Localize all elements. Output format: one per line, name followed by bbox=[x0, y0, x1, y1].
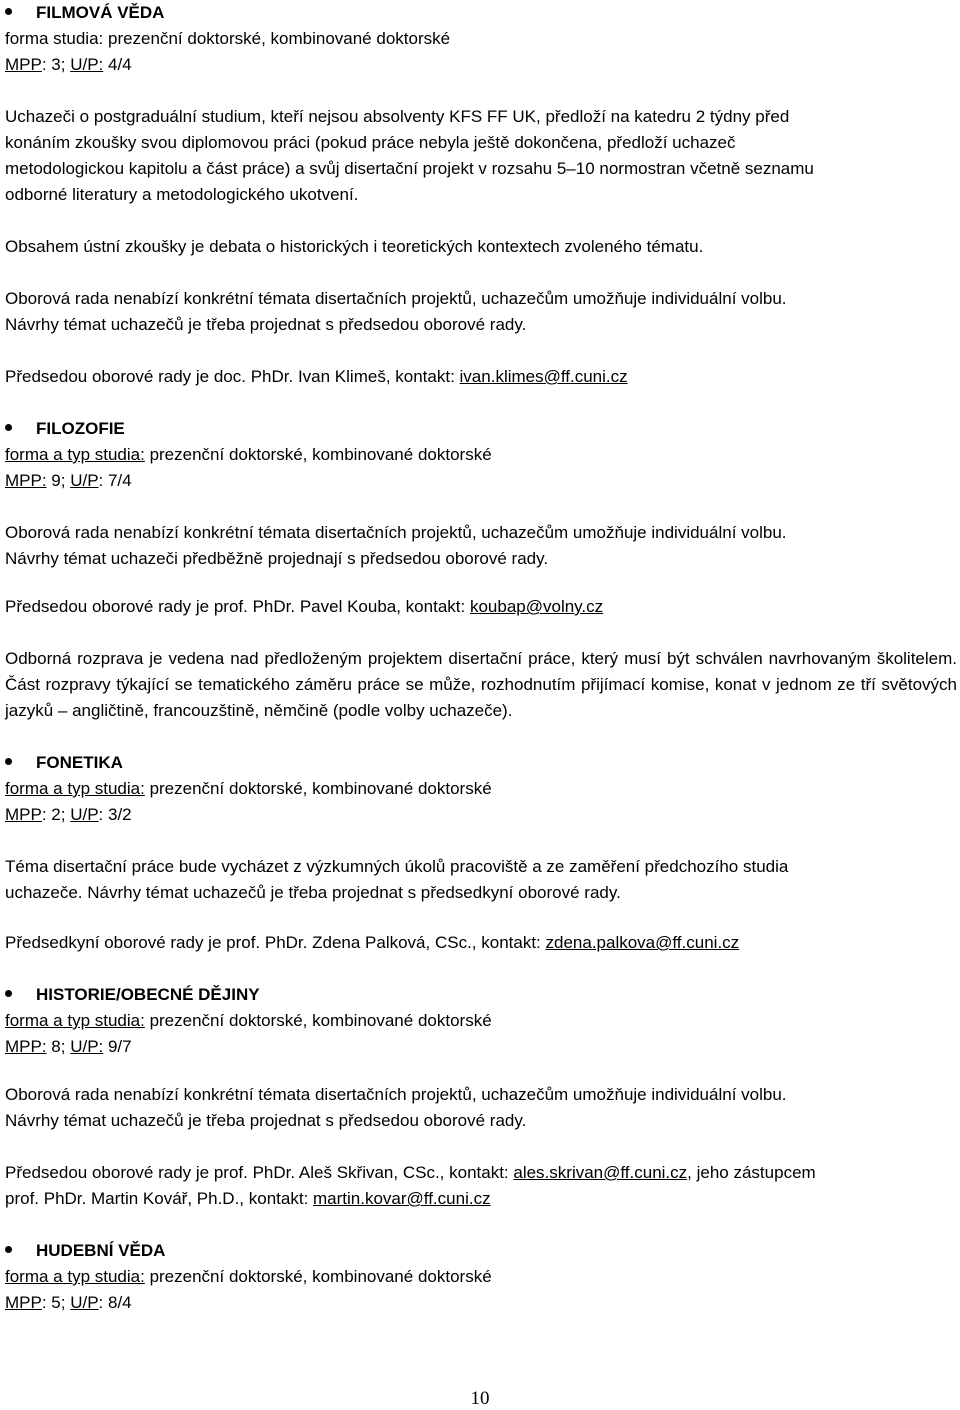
study-form-line bbox=[5, 778, 492, 800]
study-form-value: prezenční doktorské, kombinované doktorské bbox=[144, 1267, 492, 1286]
mpp-value: : 5; bbox=[41, 1293, 71, 1312]
mpp-value: 8; bbox=[46, 1037, 71, 1056]
contact-text: Předsedou oborové rady je prof. PhDr. Aleš Skřivan, CSc., kontakt: bbox=[5, 1163, 514, 1182]
text-line: Oborová rada nenabízí konkrétní témata disertačních projektů, uchazečům umožňuje individuální volbu. bbox=[5, 1085, 787, 1104]
mpp-value: 9; bbox=[46, 471, 71, 490]
text-line: odborné literatury a metodologického ukotvení. bbox=[5, 185, 359, 204]
contact-suffix: , jeho zástupcem bbox=[687, 1163, 816, 1182]
study-form-value: prezenční doktorské, kombinované doktorské bbox=[144, 779, 492, 798]
page-number: 10 bbox=[470, 1388, 490, 1409]
text-line: Návrhy témat uchazečů je třeba projednat s předsedou oborové rady. bbox=[5, 1111, 527, 1130]
email-link[interactable]: martin.kovar@ff.cuni.cz bbox=[313, 1189, 491, 1208]
up-value: : 8/4 bbox=[98, 1293, 132, 1312]
text-line: konáním zkoušky svou diplomovou práci (pokud práce nebyla ještě dokončena, předloží uchazeč bbox=[5, 133, 736, 152]
section-heading bbox=[36, 752, 123, 774]
bullet-icon bbox=[5, 758, 12, 765]
up-value: 9/7 bbox=[103, 1037, 132, 1056]
email-link[interactable]: zdena.palkova@ff.cuni.cz bbox=[545, 933, 740, 952]
study-form-line bbox=[5, 1010, 492, 1032]
section-heading bbox=[36, 984, 260, 1006]
up-label: U/P bbox=[70, 471, 99, 490]
bullet-icon bbox=[5, 424, 12, 431]
capacity-line bbox=[5, 804, 132, 826]
contact-text: Předsedou oborové rady je doc. PhDr. Ivan Klimeš, kontakt: bbox=[5, 367, 460, 386]
email-link[interactable]: ales.skrivan@ff.cuni.cz bbox=[513, 1163, 688, 1182]
section-heading bbox=[36, 1240, 166, 1262]
section-title: FILOZOFIE bbox=[36, 419, 125, 438]
section-title: FILMOVÁ VĚDA bbox=[36, 3, 165, 22]
section-heading bbox=[36, 418, 125, 440]
section-title: FONETIKA bbox=[36, 753, 123, 772]
capacity-line bbox=[5, 470, 132, 492]
section-heading bbox=[36, 2, 165, 24]
study-form-label: forma a typ studia: bbox=[5, 1011, 145, 1030]
text-line: metodologickou kapitolu a část práce) a svůj disertační projekt v rozsahu 5–10 normostran včetně seznamu bbox=[5, 159, 814, 178]
study-form-label: forma a typ studia: bbox=[5, 779, 145, 798]
justified-paragraph: Odborná rozprava je vedena nad předloženým projektem disertační práce, který musí být schválen navrhovaným školitelem. Část rozpravy týkající se tematického záměru práce se může, rozhodnutím přijímací komise, konat v jednom ze tří světových jazyků – angličtině, francouzštině, němčině (podle volby uchazeče). bbox=[5, 649, 957, 720]
text-line: Návrhy témat uchazečů je třeba projednat s předsedou oborové rady. bbox=[5, 315, 527, 334]
contact-text: prof. PhDr. Martin Kovář, Ph.D., kontakt: bbox=[5, 1189, 314, 1208]
up-label: U/P bbox=[70, 805, 99, 824]
text-line: Oborová rada nenabízí konkrétní témata disertačních projektů, uchazečům umožňuje individuální volbu. bbox=[5, 289, 787, 308]
study-form-line bbox=[5, 28, 450, 50]
capacity-line bbox=[5, 1036, 132, 1058]
study-form-line bbox=[5, 1266, 492, 1288]
study-form-value: prezenční doktorské, kombinované doktorské bbox=[144, 1011, 492, 1030]
study-form-value: prezenční doktorské, kombinované doktorské bbox=[144, 445, 492, 464]
bullet-icon bbox=[5, 1246, 12, 1253]
section-title: HISTORIE/OBECNÉ DĚJINY bbox=[36, 985, 260, 1004]
mpp-label: MPP: bbox=[5, 471, 47, 490]
bullet-icon bbox=[5, 990, 12, 997]
text-line: uchazeče. Návrhy témat uchazečů je třeba projednat s předsedkyní oborové rady. bbox=[5, 883, 621, 902]
mpp-label: MPP bbox=[5, 1293, 42, 1312]
mpp-label: MPP bbox=[5, 805, 42, 824]
text-line: Oborová rada nenabízí konkrétní témata disertačních projektů, uchazečům umožňuje individuální volbu. bbox=[5, 523, 787, 542]
email-link[interactable]: koubap@volny.cz bbox=[469, 597, 604, 616]
contact-line bbox=[5, 1162, 816, 1184]
text-line: Uchazeči o postgraduální studium, kteří nejsou absolventy KFS FF UK, předloží na katedru 2 týdny před bbox=[5, 107, 790, 126]
study-form-value: prezenční doktorské, kombinované doktorské bbox=[103, 29, 451, 48]
mpp-label: MPP bbox=[5, 55, 42, 74]
up-value: : 7/4 bbox=[98, 471, 132, 490]
email-link[interactable]: ivan.klimes@ff.cuni.cz bbox=[459, 367, 628, 386]
study-form-label: forma a typ studia: bbox=[5, 445, 145, 464]
contact-text: Předsedou oborové rady je prof. PhDr. Pavel Kouba, kontakt: bbox=[5, 597, 470, 616]
capacity-line bbox=[5, 1292, 132, 1314]
text-line: Obsahem ústní zkoušky je debata o historických i teoretických kontextech zvoleného tématu. bbox=[5, 237, 704, 256]
text-line: Návrhy témat uchazeči předběžně projednají s předsedou oborové rady. bbox=[5, 549, 549, 568]
bullet-icon bbox=[5, 8, 12, 15]
section-title: HUDEBNÍ VĚDA bbox=[36, 1241, 166, 1260]
up-value: 4/4 bbox=[103, 55, 132, 74]
mpp-label: MPP: bbox=[5, 1037, 47, 1056]
up-label: U/P bbox=[70, 1293, 99, 1312]
contact-line bbox=[5, 366, 628, 388]
study-form-line bbox=[5, 444, 492, 466]
up-label: U/P: bbox=[70, 55, 104, 74]
contact-line bbox=[5, 1188, 491, 1210]
mpp-value: : 3; bbox=[41, 55, 71, 74]
up-value: : 3/2 bbox=[98, 805, 132, 824]
contact-line bbox=[5, 932, 739, 954]
up-label: U/P: bbox=[70, 1037, 104, 1056]
text-line: Téma disertační práce bude vycházet z výzkumných úkolů pracoviště a ze zaměření předchozího studia bbox=[5, 857, 789, 876]
mpp-value: : 2; bbox=[41, 805, 71, 824]
contact-text: Předsedkyní oborové rady je prof. PhDr. Zdena Palková, CSc., kontakt: bbox=[5, 933, 546, 952]
contact-line bbox=[5, 596, 603, 618]
study-form-label: forma a typ studia: bbox=[5, 1267, 145, 1286]
capacity-line bbox=[5, 54, 132, 76]
study-form-label: forma studia: bbox=[5, 29, 104, 48]
